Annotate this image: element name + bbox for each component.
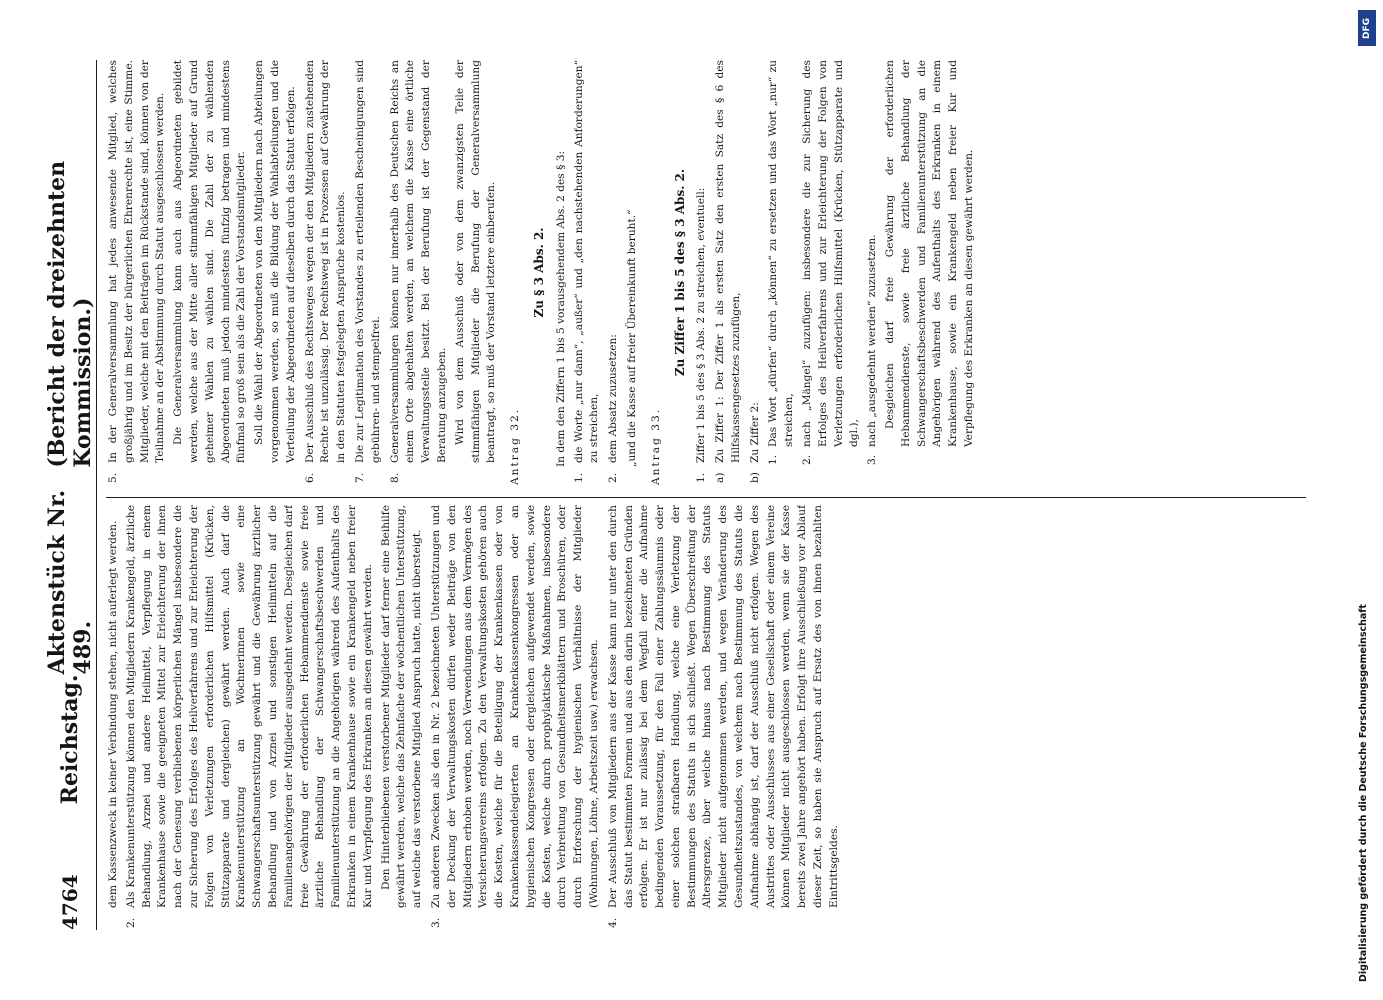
paragraph: dem Absatz zuzusetzen: — [607, 334, 620, 463]
intro-text: dem Kassenzweck in keiner Verbindung stehen, nicht auferlegt werden. — [107, 520, 119, 908]
header-left-title: Reichstag. — [57, 674, 83, 805]
item-number: 6. — [303, 472, 316, 483]
paragraph: Zu Ziffer 2: — [748, 402, 761, 463]
paragraph: Ziffer 1 bis 5 des § 3 Abs. 2 zu streichen, eventuell: — [695, 187, 708, 463]
sub-list-item — [865, 60, 881, 485]
list-item — [713, 60, 745, 485]
list-item — [429, 505, 603, 930]
item-number: 2. — [801, 454, 814, 465]
list-item — [606, 505, 843, 930]
paragraph: nach „ausgedehnt werden“ zuzusetzen. — [866, 234, 879, 447]
item-number: 5. — [107, 472, 119, 483]
paragraph: die Worte „nur dann“, „außer“ und „den nachstehenden Anforderungen“ zu streichen, — [572, 60, 601, 463]
list-item — [124, 505, 426, 930]
item-number: 1. — [572, 472, 585, 483]
list-item — [748, 60, 764, 485]
paragraph: Zu Ziffer 1: Der Ziffer 1 als ersten Satz den ersten Satz des § 6 des Hilfskassengesetzes zuzufügen, — [714, 60, 742, 463]
paragraph: Wird von dem Ausschuß oder von dem zwanzigsten Teile der stimmfähigen Mitglieder die Berufung der Generalversammlung beantragt, so muß der Vorstand letztere einberufen. — [453, 60, 498, 463]
item-number: 3. — [866, 454, 879, 465]
item-letter: a) — [714, 472, 727, 483]
sub-list-item — [800, 60, 863, 485]
sub-list-item — [766, 60, 798, 485]
paragraph: Der Ausschluß des Rechtsweges wegen der den Mitgliedern zustehenden Rechte ist unzulässig. Der Rechtsweg ist in Prozessen auf Gewährung der in den Statuten festgelegten Ansprüche kostenlos. — [303, 60, 348, 463]
page-header — [44, 60, 96, 930]
sub-list-item — [606, 60, 622, 485]
item-number: 4. — [606, 917, 619, 928]
antrag-33-label: Antrag 33. — [649, 407, 662, 485]
antrag-32-intro: In dem den Ziffern 1 bis 5 vorausgehendem Abs. 2 des § 3: — [554, 150, 567, 467]
paragraph: Den Hinterbliebenen verstorbener Mitglieder darf ferner eine Beihilfe gewährt werden, welche das Zehnfache der wöchentlichen Unterstützung, auf welche das verstorbene Mitglied Anspruch hatte, nicht übersteigt. — [379, 505, 424, 908]
item-number: 1. — [767, 454, 780, 465]
item-number: 3. — [429, 917, 442, 928]
paragraph: Die zur Legitimation des Vorstandes zu erteilenden Bescheinigungen sind gebühren- und stempelfrei. — [353, 60, 382, 463]
funding-note: Digitalisierung gefördert durch die Deutsche Forschungsgemeinschaft — [1358, 604, 1369, 982]
item-number: 2. — [607, 472, 620, 483]
list-item — [353, 60, 385, 485]
item-number: 2. — [124, 917, 137, 928]
page-number: 4764 — [58, 874, 82, 930]
antrag-32-label: Antrag 32. — [509, 407, 522, 485]
item-number: 8. — [388, 472, 401, 483]
sub-list-item — [572, 60, 604, 485]
header-right-title: (Bericht der dreizehnten Kommission.) — [44, 160, 96, 468]
left-column — [106, 505, 1306, 930]
list-item — [694, 60, 710, 485]
list-item — [303, 60, 350, 485]
header-rule — [96, 60, 97, 930]
paragraph: Generalversammlungen können nur innerhalb des Deutschen Reichs an einem Orte abgehalten werden, an welchem die Kasse eine örtliche Verwaltungsstelle besitzt. Bei der Berufung ist der Gegenstand der Beratung anzugeben. — [388, 60, 448, 463]
closing-paragraph: Desgleichen darf freie Gewährung der erforderlichen Hebammendienste, sowie freie ärztliche Behandlung der Schwangerschaftsbeschwerden und Familienunterstützung an die Angehörigen während des Aufenthalts des Erkranken in einem Krankenhause, sowie ein Krankengeld neben freier Kur und Verpflegung des Erkranken an diesen gewährt werden. — [884, 60, 976, 447]
antrag-32-heading: Zu § 3 Abs. 2. — [531, 227, 546, 318]
list-item — [106, 60, 300, 485]
paragraph: In der Generalversammlung hat jedes anwesende Mitglied, welches großjährig und im Besitz der bürgerlichen Ehrenrechte ist, eine Stimme. Mitglieder, welche mit den Beiträgen im Rückstande sind, können von der Teilnahme an der Abstimmung durch Statut ausgeschlossen werden. — [107, 60, 167, 463]
paragraph: Soll die Wahl der Abgeordneten von den Mitgliedern nach Abteilungen vorgenommen werden, so muß die Bildung der Wahlabteilungen und die Verteilung der Abgeordneten auf dieselben durch das Statut erfolgen. — [253, 60, 297, 463]
item-number: 1. — [695, 472, 708, 483]
paragraph: Als Krankenunterstützung können den Mitgliedern Krankengeld, ärztliche Behandlung, Arznei und andere Heilmittel, Verpflegung in einem Krankenhause sowie die geeigneten Mittel zur Erleichterung der ihnen nach der Genesung verbliebenen körperlichen Mängel insbesondere die zur Sicherung des Erfolges des Heilverfahrens und zur Erleichterung der Folgen von Verletzungen erforderlichen Hilfsmittel (Krücken, Stützapparate und dergleichen) gewährt werden. Auch darf die Krankenunterstützung an Wöchnerinnen sowie eine Schwangerschaftsunterstützung gewährt und die Gewährung ärztlicher Behandlung und von Arznei und sonstigen Heilmitteln auf die Familienangehörigen der Mitglieder ausgedehnt werden. Desgleichen darf freie Gewährung der erforderlichen Hebammendienste sowie freie ärztliche Behandlung der Schwangerschaftsbeschwerden und Familienunterstützung an die Angehörigen während des Aufenthalts des Erkranken in einem Krankenhause sowie ein Krankengeld neben freier Kur und Verpflegung des Erkranken an diesen gewährt werden. — [124, 505, 374, 908]
paragraph: Der Ausschluß von Mitgliedern aus der Kasse kann nur unter den durch das Statut bestimmten Formen und aus den darin bezeichneten Gründen erfolgen. Er ist nur zulässig bei dem Wegfall einer die Aufnahme bedingenden Voraussetzung, für den Fall einer Zahlungssäumnis oder einer solchen strafbaren Handlung, welche eine Verletzung der Bestimmungen des Statuts in sich schließt. Wegen Überschreitung der Altersgrenze, über welche hinaus nach Bestimmung des Statuts Mitglieder nicht aufgenommen werden, und wegen Veränderung des Gesundheitszustandes, von welchem nach Bestimmung des Statuts die Aufnahme abhängig ist, darf der Ausschluß nicht erfolgen. Wegen des Austrittes oder Ausschlusses aus einer Gesellschaft oder einem Vereine können Mitglieder nicht ausgeschlossen werden, wenn sie der Kasse bereits zwei Jahre angehört haben. Erfolgt ihre Ausschließung vor Ablauf dieser Zeit, so haben sie Anspruch auf Ersatz des von ihnen bezahlten Eintrittsgeldes. — [606, 505, 840, 908]
right-column — [106, 60, 1306, 485]
item-number: 7. — [353, 472, 366, 483]
header-center-title: Aktenstück Nr. 489. — [44, 489, 96, 675]
digitization-sidebar — [1358, 10, 1380, 990]
antrag-32-quote: „und die Kasse auf freier Übereinkunft beruht.“ — [625, 209, 638, 467]
item-letter: b) — [748, 472, 761, 483]
paragraph: Das Wort „dürfen“ durch „können“ zu ersetzen und das Wort „nur“ zu streichen, — [767, 60, 796, 447]
paragraph: Zu anderen Zwecken als den in Nr. 2 bezeichneten Unterstützungen und der Deckung der Verwaltungskosten dürfen weder Beiträge von den Mitgliedern erhoben werden, noch Verwendungen aus dem Vermögen des Versicherungsvereins erfolgen. Zu den Verwaltungskosten gehören auch die Kosten, welche für die Beteiligung der Krankenkassen oder von Krankenkassendelegierten an Krankenkassenkongressen oder an hygienischen Kongressen oder dergleichen aufgewendet werden, sowie die Kosten, welche durch prophylaktische Maßnahmen, insbesondere durch Verbreitung von Gesundheitsmerkblättern und Broschüren, oder durch Erforschung der hygienischen Verhältnisse der Mitglieder (Wohnungen, Löhne, Arbeitszeit usw.) erwachsen. — [429, 505, 600, 908]
antrag-33-heading: Zu Ziffer 1 bis 5 des § 3 Abs. 2. — [672, 168, 687, 377]
dfg-logo: DFG — [1358, 10, 1376, 46]
paragraph: Die Generalversammlung kann auch aus Abgeordneten gebildet werden, welche aus der Mitte aller stimmfähigen Mitglieder auf Grund geheimer Wahlen zu wählen sind. Die Zahl der zu wählenden Abgeordneten muß jedoch mindestens fünfzig betragen und mindestens fünfmal so groß sein als die Zahl der Vorstandsmitglieder. — [172, 60, 248, 463]
column-divider — [106, 497, 1306, 498]
list-item — [388, 60, 501, 485]
paragraph: nach „Mängel“ zuzufügen: insbesondere die zur Sicherung des Erfolges des Heilverfahrens und zur Erleichterung der Folgen von Verletzungen erforderlichen Hilfsmittel (Krücken, Stützapparate und dgl.), — [801, 60, 861, 447]
